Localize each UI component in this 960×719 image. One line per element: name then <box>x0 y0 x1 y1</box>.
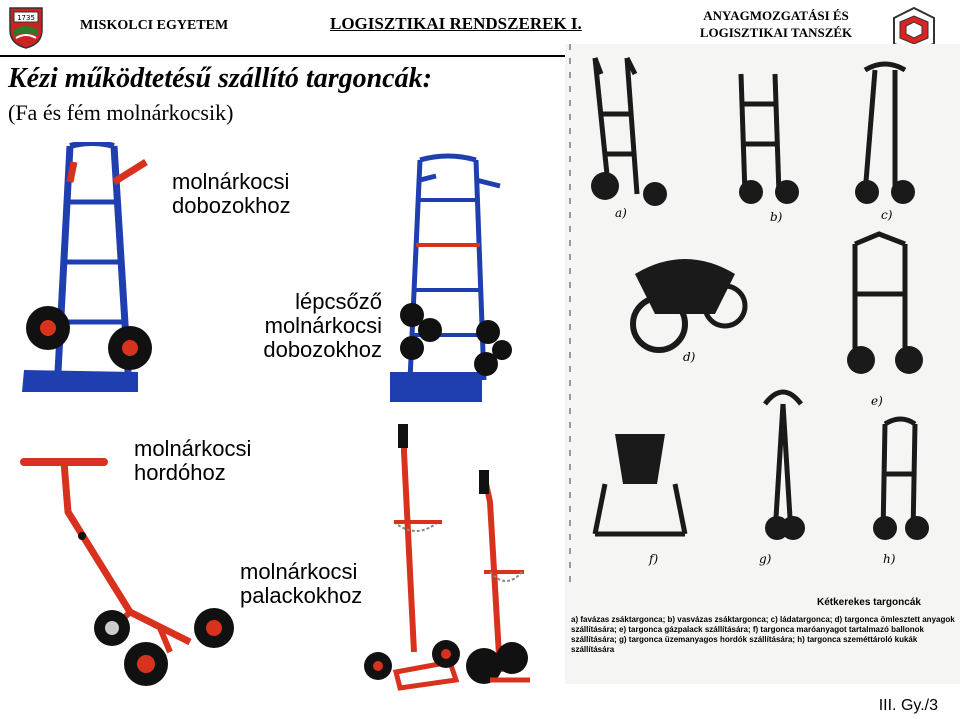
two-wheel-trolley-drawings-panel <box>565 44 960 684</box>
slide-subtitle: (Fa és fém molnárkocsik) <box>8 100 234 125</box>
label-stair-climbing <box>242 290 382 362</box>
course-title: LOGISZTIKAI RENDSZEREK I. <box>330 14 582 33</box>
drawing-letter-h: h) <box>883 552 896 566</box>
university-name: MISKOLCI EGYETEM <box>80 18 229 33</box>
drawing-letter-a: a) <box>615 206 627 220</box>
drawing-letter-b: b) <box>770 210 783 224</box>
label-bottle-line-1: molnárkocsi <box>240 559 358 584</box>
page-number: III. Gy./3 <box>878 697 938 714</box>
label-bottle <box>240 560 362 608</box>
label-barrel <box>134 437 251 485</box>
stair-climbing-hand-truck-image <box>384 150 514 406</box>
university-crest-logo <box>4 4 48 50</box>
crest-year: 1735 <box>17 14 35 22</box>
blue-hand-truck-image <box>18 142 158 400</box>
label-boxes <box>172 170 291 218</box>
drawing-letter-g: g) <box>759 552 772 566</box>
drawings-caption-text: a) favázas zsáktargonca; b) vasvázas zsáktargonca; c) ládatargonca; d) targonca ömlesztett anyagok szállítására; e) targonca gázpalack szállítására; f) targonca maróanyagot tartalmazó ballonok szállítására; g) targonca üzemanyagos hordók szállítására; h) targonca szeméttároló kukák szállítására <box>571 615 955 654</box>
label-stair-line-2: molnárkocsi <box>264 313 382 338</box>
drawings-caption-title: Kétkerekes targoncák <box>817 597 921 608</box>
label-boxes-line-1: molnárkocsi <box>172 169 290 194</box>
label-bottle-line-2: palackokhoz <box>240 583 363 608</box>
department-line-1: ANYAGMOZGATÁSI ÉS <box>703 8 849 23</box>
label-stair-line-3: dobozokhoz <box>263 337 382 362</box>
label-boxes-line-2: dobozokhoz <box>172 193 291 218</box>
trolley-drawings-image <box>565 44 960 589</box>
drawing-letter-e: e) <box>871 394 883 408</box>
slide-title: Kézi működtetésű szállító targoncák: <box>8 63 432 94</box>
barrel-trolley-image <box>20 452 242 696</box>
gas-cylinder-trolley-image <box>360 422 536 694</box>
label-barrel-line-1: molnárkocsi <box>134 436 252 461</box>
department-name <box>676 7 876 41</box>
drawing-letter-d: d) <box>683 350 696 364</box>
department-line-2: LOGISZTIKAI TANSZÉK <box>699 25 853 40</box>
label-stair-line-1: lépcsőző <box>295 289 382 314</box>
drawing-letter-c: c) <box>881 208 893 222</box>
drawing-letter-f: f) <box>649 552 659 566</box>
label-barrel-line-2: hordóhoz <box>134 460 226 485</box>
